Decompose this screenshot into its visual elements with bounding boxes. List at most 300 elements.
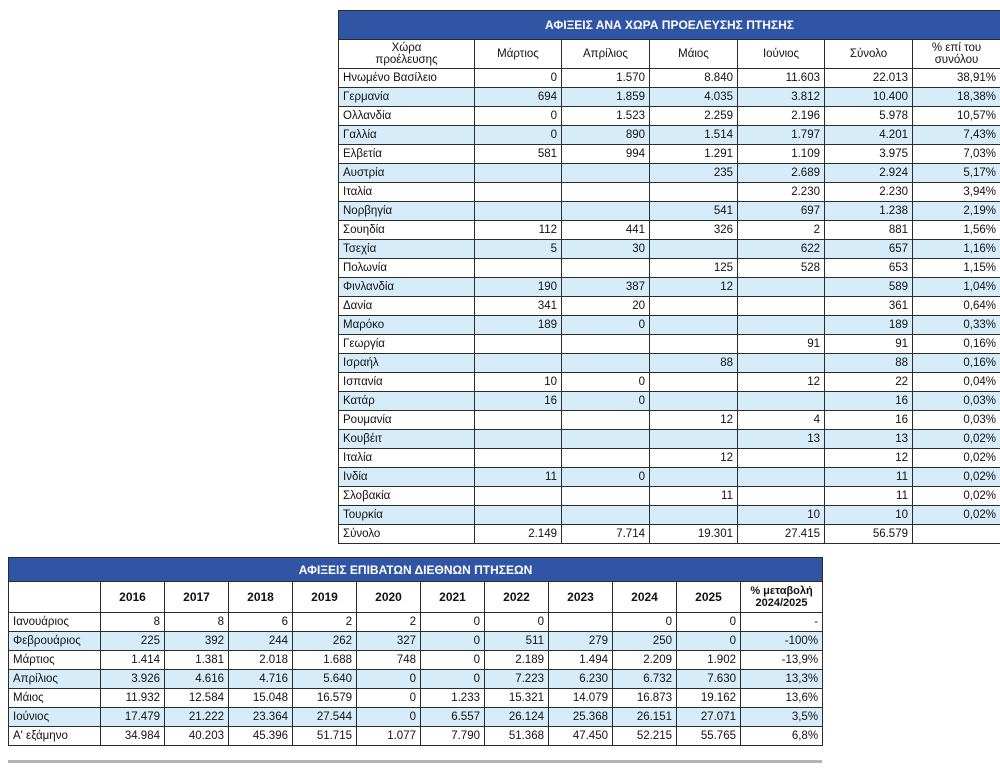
value-cell [475,202,562,221]
value-cell: 16 [475,392,562,411]
value-cell: 7,43% [913,126,1000,145]
value-cell: 6 [229,613,293,632]
column-header-may: Μάιος [650,40,738,69]
value-cell: 3,94% [913,183,1000,202]
value-cell: 1.902 [677,651,741,670]
country-cell: Ισπανία [339,373,475,392]
table-row [9,632,823,651]
value-cell: 6.230 [549,670,613,689]
value-cell: 1,56% [913,221,1000,240]
country-cell: Κατάρ [339,392,475,411]
value-cell: 1,16% [913,240,1000,259]
value-cell [738,316,825,335]
value-cell: 27.071 [677,708,741,727]
table-row [9,708,823,727]
value-cell: 12 [650,278,738,297]
value-cell: 528 [738,259,825,278]
value-cell [562,411,650,430]
value-cell: 279 [549,632,613,651]
header-pct-line1: % επί του [931,42,982,54]
value-cell: 653 [825,259,913,278]
value-cell: 30 [562,240,650,259]
value-cell: 13 [738,430,825,449]
value-cell: 17.479 [101,708,165,727]
value-cell: 1.688 [293,651,357,670]
value-cell: 19.162 [677,689,741,708]
value-cell: 0,16% [913,335,1000,354]
value-cell [475,259,562,278]
value-cell: 0,02% [913,430,1000,449]
column-header-year: 2016 [101,582,165,613]
table-row [339,164,1000,183]
value-cell: 0 [613,613,677,632]
table-row [339,126,1000,145]
value-cell [562,487,650,506]
value-cell: 11.932 [101,689,165,708]
table-row [339,183,1000,202]
table-row [339,107,1000,126]
table-row [339,392,1000,411]
value-cell: 13,6% [741,689,823,708]
value-cell: 189 [475,316,562,335]
value-cell [738,278,825,297]
total-value-cell: 56.579 [825,525,913,544]
value-cell: 91 [738,335,825,354]
value-cell: 12.584 [165,689,229,708]
value-cell [650,316,738,335]
value-cell: 361 [825,297,913,316]
value-cell: 250 [613,632,677,651]
table-row [9,689,823,708]
value-cell: 23.364 [229,708,293,727]
value-cell [562,449,650,468]
value-cell: 7.223 [485,670,549,689]
month-cell: Απρίλιος [9,670,101,689]
value-cell: 22 [825,373,913,392]
value-cell: 88 [650,354,738,373]
value-cell [738,354,825,373]
value-cell [475,430,562,449]
value-cell: 40.203 [165,727,229,746]
value-cell: 5.978 [825,107,913,126]
value-cell: 387 [562,278,650,297]
value-cell: 26.151 [613,708,677,727]
value-cell [650,297,738,316]
country-cell: Ελβετία [339,145,475,164]
value-cell: 8 [101,613,165,632]
value-cell: 244 [229,632,293,651]
value-cell: 1.238 [825,202,913,221]
value-cell: -100% [741,632,823,651]
month-cell: Ιανουάριος [9,613,101,632]
country-cell: Ιταλία [339,449,475,468]
value-cell: 51.715 [293,727,357,746]
value-cell: 0,64% [913,297,1000,316]
value-cell [562,354,650,373]
value-cell: 112 [475,221,562,240]
table-title: ΑΦΙΞΕΙΣ ΑΝΑ ΧΩΡΑ ΠΡΟΕΛΕΥΣΗΣ ΠΤΗΣΗΣ [339,11,1000,40]
value-cell: 341 [475,297,562,316]
value-cell: 12 [738,373,825,392]
value-cell: 10 [738,506,825,525]
value-cell: 2.189 [485,651,549,670]
table-row [339,373,1000,392]
value-cell: 748 [357,651,421,670]
country-cell: Μαρόκο [339,316,475,335]
value-cell: 15.321 [485,689,549,708]
value-cell [562,335,650,354]
value-cell: 7,03% [913,145,1000,164]
value-cell: 589 [825,278,913,297]
value-cell: 45.396 [229,727,293,746]
table-row [339,316,1000,335]
value-cell: 697 [738,202,825,221]
column-header-year: 2022 [485,582,549,613]
value-cell: 52.215 [613,727,677,746]
value-cell: 11 [825,468,913,487]
value-cell: 12 [825,449,913,468]
value-cell: 7.790 [421,727,485,746]
table-row [339,202,1000,221]
value-cell: 0 [475,126,562,145]
table-row [339,430,1000,449]
value-cell: 4.201 [825,126,913,145]
table-row [9,670,823,689]
table-row [339,449,1000,468]
column-header-year: 2019 [293,582,357,613]
value-cell: 8 [165,613,229,632]
month-cell: Α' εξάμηνο [9,727,101,746]
pct-header-line2: 2024/2025 [755,597,808,609]
value-cell: 21.222 [165,708,229,727]
column-header-june: Ιούνιος [738,40,825,69]
value-cell: 2.924 [825,164,913,183]
value-cell: 694 [475,88,562,107]
value-cell [549,613,613,632]
value-cell: 55.765 [677,727,741,746]
table-row [339,145,1000,164]
country-cell: Ηνωμένο Βασίλειο [339,69,475,88]
value-cell: 3.812 [738,88,825,107]
value-cell: 88 [825,354,913,373]
value-cell [650,335,738,354]
country-cell: Σλοβακία [339,487,475,506]
value-cell [650,240,738,259]
column-header-pct-change [741,582,823,613]
country-cell: Αυστρία [339,164,475,183]
value-cell: 511 [485,632,549,651]
value-cell: 1,15% [913,259,1000,278]
value-cell: 2.196 [738,107,825,126]
value-cell [475,164,562,183]
value-cell: -13,9% [741,651,823,670]
value-cell: 38,91% [913,69,1000,88]
value-cell [562,506,650,525]
table-row [339,297,1000,316]
value-cell: 1.797 [738,126,825,145]
value-cell: 14.079 [549,689,613,708]
value-cell: 890 [562,126,650,145]
value-cell: 6.557 [421,708,485,727]
value-cell: 10.400 [825,88,913,107]
value-cell [738,487,825,506]
column-header-year: 2024 [613,582,677,613]
value-cell: 6,8% [741,727,823,746]
column-header-month [9,582,101,613]
total-value-cell [913,525,1000,544]
value-cell: 0 [475,107,562,126]
table-row [339,221,1000,240]
value-cell: 0 [562,392,650,411]
country-cell: Τουρκία [339,506,475,525]
value-cell: 0 [357,708,421,727]
table-row [339,259,1000,278]
value-cell: 16 [825,411,913,430]
column-header-march: Μάρτιος [475,40,562,69]
arrivals-by-country-table [338,10,1000,544]
value-cell: 1.381 [165,651,229,670]
table-row [339,335,1000,354]
value-cell: 2,19% [913,202,1000,221]
column-header-total: Σύνολο [825,40,913,69]
value-cell: 881 [825,221,913,240]
value-cell: 0 [357,670,421,689]
value-cell: 2.230 [738,183,825,202]
month-cell: Ιούνιος [9,708,101,727]
value-cell: 0 [421,613,485,632]
value-cell: 0 [357,689,421,708]
value-cell [738,468,825,487]
country-cell: Γερμανία [339,88,475,107]
total-value-cell: 2.149 [475,525,562,544]
value-cell: 20 [562,297,650,316]
column-header-year: 2025 [677,582,741,613]
country-cell: Δανία [339,297,475,316]
value-cell: 0 [677,613,741,632]
table-row [9,651,823,670]
value-cell: 11 [825,487,913,506]
value-cell: 22.013 [825,69,913,88]
value-cell [738,449,825,468]
table-row [339,88,1000,107]
table-row [339,468,1000,487]
value-cell: 1.233 [421,689,485,708]
value-cell: 51.368 [485,727,549,746]
value-cell: 13,3% [741,670,823,689]
value-cell [475,506,562,525]
international-arrivals-table [8,557,823,746]
value-cell: 0 [421,670,485,689]
table-row [339,487,1000,506]
table-title: ΑΦΙΞΕΙΣ ΕΠΙΒΑΤΩΝ ΔΙΕΘΝΩΝ ΠΤΗΣΕΩΝ [9,558,823,582]
country-cell: Νορβηγία [339,202,475,221]
value-cell: 2 [738,221,825,240]
value-cell: 2.230 [825,183,913,202]
value-cell: 0,04% [913,373,1000,392]
value-cell: 1,04% [913,278,1000,297]
value-cell: 1.523 [562,107,650,126]
value-cell [562,202,650,221]
month-cell: Μάρτιος [9,651,101,670]
value-cell: 3,5% [741,708,823,727]
value-cell: 1.514 [650,126,738,145]
country-cell: Ρουμανία [339,411,475,430]
value-cell: 262 [293,632,357,651]
value-cell: 3.975 [825,145,913,164]
value-cell: 5,17% [913,164,1000,183]
value-cell: 18,38% [913,88,1000,107]
value-cell: 6.732 [613,670,677,689]
value-cell [650,468,738,487]
country-cell: Σουηδία [339,221,475,240]
column-header-year: 2023 [549,582,613,613]
value-cell: 1.414 [101,651,165,670]
value-cell: 1.291 [650,145,738,164]
table-row [339,278,1000,297]
value-cell: 0,16% [913,354,1000,373]
value-cell: 0 [475,69,562,88]
value-cell: 47.450 [549,727,613,746]
value-cell: 10,57% [913,107,1000,126]
table-row [339,506,1000,525]
value-cell [650,183,738,202]
value-cell: 0,02% [913,449,1000,468]
value-cell: 125 [650,259,738,278]
value-cell [475,411,562,430]
value-cell: 1.494 [549,651,613,670]
value-cell: 12 [650,411,738,430]
value-cell: 0,03% [913,392,1000,411]
value-cell: 4 [738,411,825,430]
value-cell [738,392,825,411]
value-cell: 4.035 [650,88,738,107]
column-header-country [339,40,475,69]
value-cell: 2 [357,613,421,632]
value-cell: 0 [421,632,485,651]
column-header-year: 2018 [229,582,293,613]
table-row [339,354,1000,373]
total-value-cell: 27.415 [738,525,825,544]
month-cell: Μάιος [9,689,101,708]
total-value-cell: 7.714 [562,525,650,544]
column-header-april: Απρίλιος [562,40,650,69]
column-header-year: 2020 [357,582,421,613]
value-cell [650,430,738,449]
table-row [9,613,823,632]
value-cell: 1.570 [562,69,650,88]
value-cell: 0,02% [913,506,1000,525]
value-cell: 10 [825,506,913,525]
value-cell: 2.689 [738,164,825,183]
bottom-divider [8,760,822,763]
value-cell: 11.603 [738,69,825,88]
value-cell [738,297,825,316]
value-cell: - [741,613,823,632]
value-cell: 12 [650,449,738,468]
value-cell: 0,02% [913,487,1000,506]
value-cell [475,354,562,373]
value-cell: 0 [421,651,485,670]
value-cell: 225 [101,632,165,651]
value-cell: 581 [475,145,562,164]
value-cell: 0 [677,632,741,651]
value-cell [650,392,738,411]
value-cell: 0 [485,613,549,632]
value-cell: 11 [650,487,738,506]
header-country-line1: Χώρα [391,42,422,54]
country-cell: Ολλανδία [339,107,475,126]
value-cell: 13 [825,430,913,449]
value-cell [562,183,650,202]
value-cell: 27.544 [293,708,357,727]
value-cell [562,164,650,183]
value-cell [475,449,562,468]
value-cell: 5 [475,240,562,259]
total-label: Σύνολο [339,525,475,544]
country-cell: Γεωργία [339,335,475,354]
value-cell: 16.579 [293,689,357,708]
total-value-cell: 19.301 [650,525,738,544]
country-cell: Φινλανδία [339,278,475,297]
value-cell [475,487,562,506]
header-country-line2: προέλευσης [375,54,438,66]
pct-header-line1: % μεταβολή [750,585,813,597]
table-row [339,69,1000,88]
value-cell [650,373,738,392]
country-cell: Κουβέιτ [339,430,475,449]
value-cell: 541 [650,202,738,221]
value-cell: 91 [825,335,913,354]
value-cell: 10 [475,373,562,392]
value-cell: 327 [357,632,421,651]
value-cell: 2 [293,613,357,632]
value-cell: 190 [475,278,562,297]
value-cell: 16.873 [613,689,677,708]
value-cell: 8.840 [650,69,738,88]
header-pct-line2: συνόλου [934,54,979,66]
value-cell: 326 [650,221,738,240]
table-row [339,240,1000,259]
value-cell: 4.716 [229,670,293,689]
value-cell: 441 [562,221,650,240]
value-cell: 1.109 [738,145,825,164]
value-cell [475,183,562,202]
value-cell [650,506,738,525]
table-row [9,727,823,746]
value-cell: 7.630 [677,670,741,689]
value-cell: 1.859 [562,88,650,107]
value-cell [562,430,650,449]
value-cell: 0,33% [913,316,1000,335]
value-cell: 25.368 [549,708,613,727]
column-header-year: 2021 [421,582,485,613]
value-cell: 16 [825,392,913,411]
value-cell: 189 [825,316,913,335]
value-cell: 0,03% [913,411,1000,430]
value-cell: 657 [825,240,913,259]
value-cell: 2.018 [229,651,293,670]
value-cell: 622 [738,240,825,259]
column-header-pct [913,40,1000,69]
country-cell: Ιταλία [339,183,475,202]
value-cell: 11 [475,468,562,487]
value-cell: 235 [650,164,738,183]
value-cell: 3.926 [101,670,165,689]
value-cell: 994 [562,145,650,164]
column-header-year: 2017 [165,582,229,613]
country-cell: Πολωνία [339,259,475,278]
value-cell: 392 [165,632,229,651]
